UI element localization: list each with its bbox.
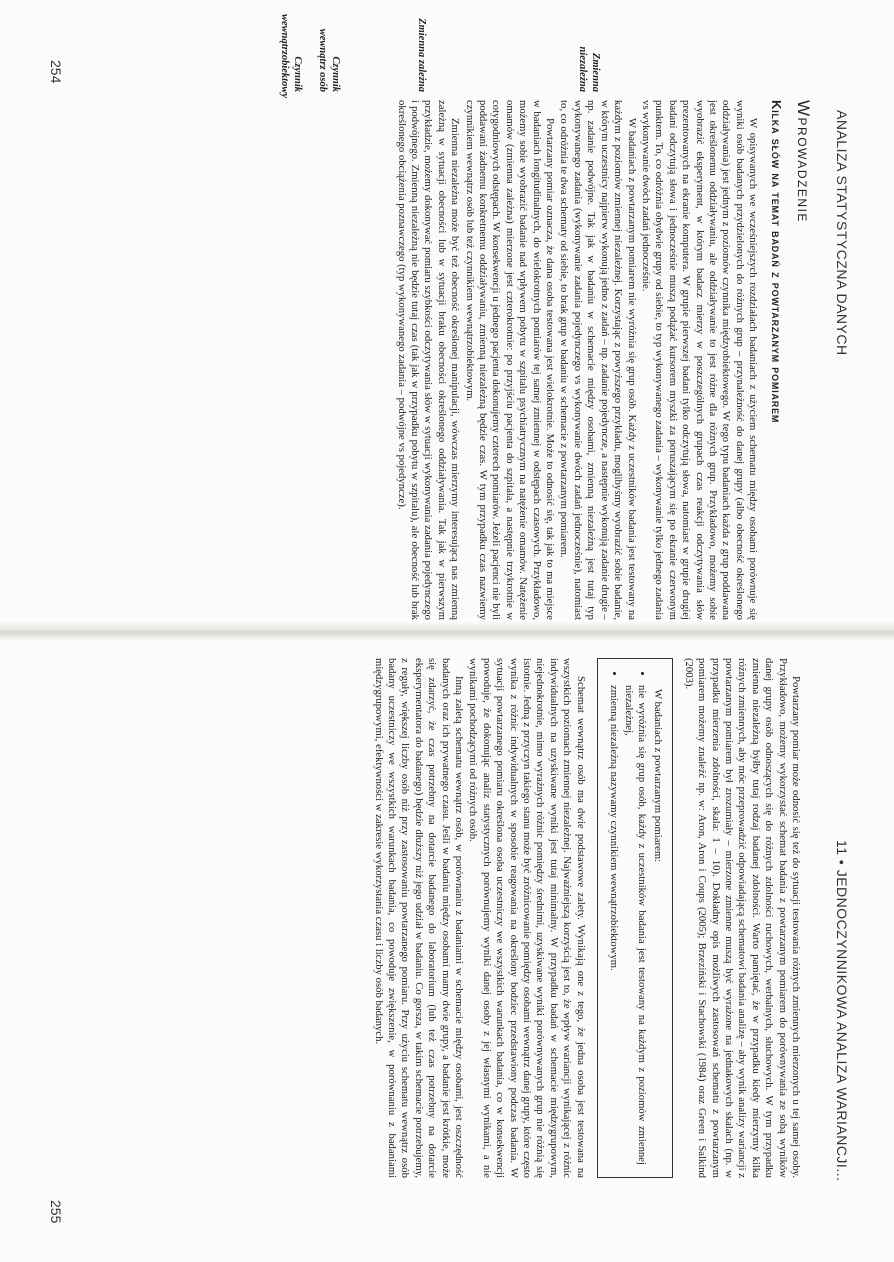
- book-gutter: [0, 620, 894, 642]
- summary-box-list: [607, 671, 648, 1165]
- paragraph: Powtarzany pomiar oznacza, że dana osoba testowana jest wielokrotnie. Może to odnosić się, tak jak to ma miejsce w badaniach longitudinalnych, do wielokrotnych pomiarów tej samej zmiennej w odstępach czasowych. Przykładowo, możemy sobie wyobrazić badanie nad wpływem pobytu w szpitalu psychiatrycznym na natężenie omamów. Natężenie omamów (zmienna zależna) mierzone jest czterokrotnie: po przyjściu pacjenta do szpitala, a następnie trzykrotnie w cotygodniowych odstępach. W konsekwencji u jednego pacjenta dokonujemy czterech pomiarów. Jeżeli pacjenci nie byli poddawani żadnemu konkretnemu oddziaływaniu, zmienną niezależną będzie czas. W tym przypadku czas nazwiemy czynnikiem wewnątrz osób lub też czynnikiem wewnątrzobiektowym.: [463, 100, 557, 620]
- paragraph: Zmienna niezależna może być też obecność określonej manipulacji, wówczas mierzymy interesującą nas zmienną zależną w sytuacji obecności lub w sytuacji braku obecności określonego oddziaływania. Tak jak w pierwszym przykładzie, możemy dokonywać pomiaru szybkości odczytywania słów w sytuacji wykonywania zadania pojedynczego i podwójnego. Zmienną niezależną nie będzie tutaj czas (tak jak w przypadku pobytu w szpitalu), ale obecność lub brak określonego obciążenia poznawczego (typ wykonywanego zadania – podwójne vs pojedyncze).: [395, 100, 462, 620]
- running-head-left: ANALIZA STATYSTYCZNA DANYCH: [834, 110, 850, 356]
- margin-note-dependent-variable: Zmienna zależna: [416, 18, 427, 92]
- paragraph: Schemat wewnątrz osób ma dwie podstawowe zalety. Wynikają one z tego, że jedna osoba jest testowana na wszystkich poziomach zmiennej niezależnej. Najważniejszą korzyścią jest to, że wpływ wariancji wynikającej z różnic indywidualnych na uzyskiwane wyniki jest tutaj minimalny. W przypadku badań w schemacie międzygrupowym, niejednokrotnie, mimo wyraźnych różnic pomiędzy średnimi, uzyskiwane wyniki porównywanych grup nie różnią się istotnie. Jedną z przyczyn takiego stanu może być zróżnicowanie pomiędzy osobami wewnątrz danej grupy, które często wynika z różnic indywidualnych w sposobie reagowania na określony bodziec przedstawiony podczas badania. W sytuacji powtarzanego pomiaru określona osoba uczestniczy we wszystkich warunkach badania, co w konsekwencji powoduje, że dokonując analiz statystycznych porównujemy wyniki danej osoby z jej własnymi wynikami, a nie wynikami pochodzącymi od różnych osób.: [467, 658, 587, 1178]
- paragraph: Powtarzany pomiar może odnosić się też do sytuacji testowania różnych zmiennych mierzonych u tej samej osoby. Przykładowo, możemy wykorzystać schemat badania z powtarzanym pomiarem do porównywania ze sobą wyników danej grupy osób odnoszących się do różnych zdolności ruchowych, werbalnych, słuchowych. W tym przypadku zmienna niezależną byłby tutaj rodzaj badanej zdolności. Warto pamiętać, że w przypadku kiedy mierzymy kilka różnych zmiennych, aby móc przeprowadzić odpowiadającą schematowi badania analizę – aby wynik analizy wariancji z powtarzanym pomiarem był zrozumiały – mierzone zmienne muszą być wyrażone na jednakowych skalach (np. w przypadku mierzenia zdolności, skala: 1 – 10). Dokładny opis możliwych zastosowań schematu z powtarzanym pomiarem możemy znaleźć np. w: Aron, Aron i Coups (2005); Brzeziński i Stachowski (1984) oraz Green i Salkind (2003).: [682, 658, 802, 1178]
- left-page-column: [394, 100, 816, 620]
- page-number-right: 255: [48, 1200, 64, 1224]
- summary-box-bullet: • zmienną niezależną nazywamy czynnikiem wewnątrzobiektowym.: [607, 685, 620, 1165]
- summary-box-intro: W badaniach z powtarzanym pomiarem:: [652, 689, 665, 863]
- section-title: Kilka słów na temat badań z powtarzanym pomiarem: [768, 100, 784, 424]
- summary-box: [597, 658, 674, 1178]
- margin-note-within-factor: Czynnik wewnątrzobiektowy: [279, 14, 303, 99]
- margin-note-within-subjects: Czynnik wewnątrz osób: [317, 28, 341, 92]
- paragraph: W badaniach z powtarzanym pomiarem nie wyróżnia się grup osób. Każdy z uczestników badania jest testowany na każdym z poziomów zmiennej niezależnej. Korzystając z powyższego przykładu, moglibyśmy wyobrazić sobie badanie, w którym uczestnicy najpierw wykonują jedno z zadań – np. zadanie pojedyncze, a następnie wykonują zadanie drugie – np. zadanie podwójne. Tak jak w badaniu w schemacie między osobami, zmienną niezależną jest tutaj typ wykonywanego zadania (wykonywanie zadania pojedynczego vs wykonywanie dwóch zadań jednocześnie), natomiast to, co odróżnia te dwa schematy od siebie, to brak grup w badaniu w schemacie z powtarzanym pomiarem.: [558, 100, 638, 620]
- right-page-column: [371, 658, 802, 1178]
- running-head-right: 11 • JEDNOCZYNNIKOWA ANALIZA WARIANCJI...: [834, 840, 850, 1182]
- summary-box-bullet: • nie wyróżnia się grup osób, każdy z uczestników badania jest testowany na każdym z poziomów zmiennej niezależnej,: [621, 685, 648, 1165]
- chapter-title: Wprowadzenie: [794, 100, 813, 223]
- paragraph: W opisywanych we wcześniejszych rozdziałach badaniach z użyciem schematu między osobami porównuje się wyniki osób badanych przydzielonych do różnych grup – przynależność do danej grupy (albo obecność określonego oddziaływania) jest jednym z poziomów czynnika międzyobiektowego. W tego typu badaniach każda z grup poddawana jest określonemu oddziaływaniu, ale oddziaływanie to jest różne dla różnych grup. Przykładowo, możemy sobie wyobrazić eksperyment, w którym badacz mierzy w poszczególnych grupach czas reakcji odczytywania słów prezentowanych na ekranie komputera. W grupie pierwszej badani tylko odczytują słowa, natomiast w grupie drugiej badani odczytują słowa i jednocześnie muszą podążać kursorem myszki za poruszającym się po ekranie czerwonym punktem. To, co odróżnia obydwie grupy od siebie, to typ wykonywanego zadania – wykonywanie tylko jednego zadania vs wykonywanie dwóch zadań jednocześnie.: [639, 100, 760, 620]
- margin-note-independent-variable: Zmienna niezależna: [577, 46, 601, 92]
- paragraph: Inną zaletą schematu wewnątrz osób, w porównaniu z badaniami w schemacie między osobami, jest oszczędność badanych oraz ich prywatnego czasu. Jeśli w badaniu między osobami mamy dwie grupy, a badanie jest krótkie, może się zdarzyć, że czas potrzebny na dotarcie badanego do laboratorium (lub też czas potrzebny na dotarcie eksperymentatora do badanego) będzie dłuższy niż jego udział w badaniu. Co gorsza, w takim schemacie potrzebujemy, z reguły, większej liczby osób niż przy zastosowaniu powtarzanego pomiaru. Przy użyciu schematu wewnątrz osób badany uczestniczy we wszystkich warunkach badania, co powoduje zwiększenie, w porównaniu z badaniami międzygrupowymi, efektywności w zakresie wykorzystania czasu i liczby osób badanych.: [372, 658, 466, 1178]
- page-number-left: 254: [48, 60, 64, 84]
